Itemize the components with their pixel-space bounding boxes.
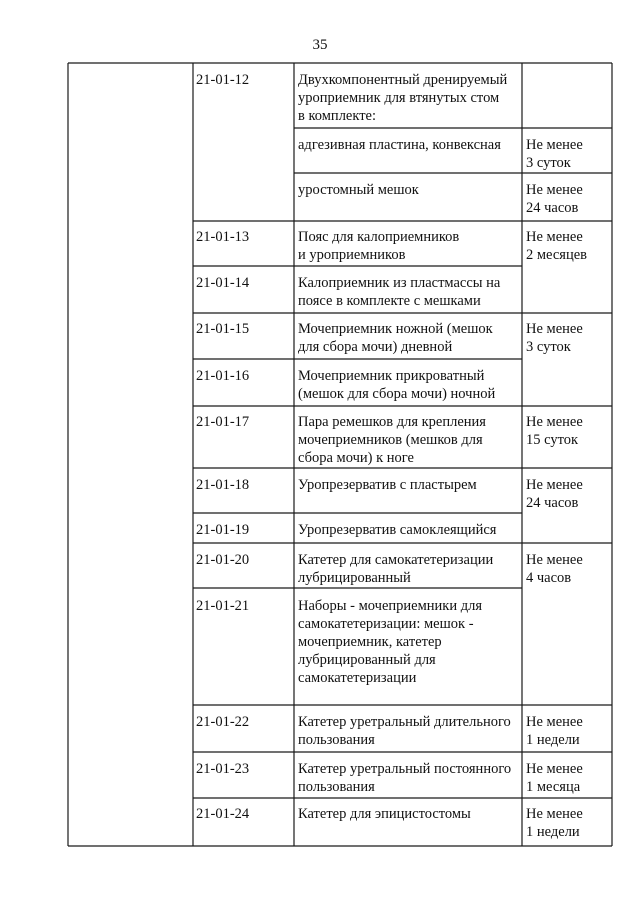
item-term-line: Не менее	[526, 552, 583, 568]
item-term	[524, 805, 583, 841]
item-code-line: 21-01-13	[196, 229, 250, 245]
item-name	[296, 367, 495, 403]
item-name-line: адгезивная пластина, конвексная	[298, 137, 501, 153]
item-name-line: Катетер для самокатетеризации	[298, 552, 494, 568]
item-term	[524, 551, 583, 587]
item-name	[296, 136, 501, 154]
item-name-line: Наборы - мочеприемники для	[298, 598, 482, 614]
item-name-line: Уропрезерватив самоклеящийся	[298, 522, 497, 538]
item-name-line: Пояс для калоприемников	[298, 229, 460, 245]
item-name-line: в комплекте:	[298, 108, 377, 124]
item-code	[196, 413, 249, 431]
item-term-line: Не менее	[526, 761, 583, 777]
item-term-line: Не менее	[526, 137, 583, 153]
item-name-line: уроприемник для втянутых стом	[298, 90, 500, 106]
item-term-line: 2 месяцев	[526, 247, 587, 263]
item-name-line: лубрицированный для	[298, 652, 436, 668]
item-code	[196, 71, 249, 89]
item-code-line: 21-01-20	[196, 552, 250, 568]
item-term	[524, 760, 583, 796]
item-code-line: 21-01-23	[196, 761, 250, 777]
item-code-line: 21-01-22	[196, 714, 250, 730]
item-name-line: Катетер уретральный постоянного	[298, 761, 512, 777]
item-name-line: для сбора мочи) дневной	[298, 339, 453, 355]
item-term	[524, 228, 587, 264]
item-name	[296, 228, 459, 264]
item-term-line: Не менее	[526, 182, 583, 198]
item-name-line: Мочеприемник ножной (мешок	[298, 321, 493, 337]
item-term	[524, 136, 583, 172]
item-term-line: 1 месяца	[526, 779, 581, 795]
item-term-line: 4 часов	[526, 570, 572, 586]
item-name-line: поясе в комплекте с мешками	[298, 293, 481, 309]
item-code-line: 21-01-16	[196, 368, 250, 384]
item-name-line: (мешок для сбора мочи) ночной	[298, 386, 496, 402]
item-term-line: 15 суток	[526, 432, 579, 448]
item-term	[524, 320, 583, 356]
item-name-line: сбора мочи) к ноге	[298, 450, 414, 466]
item-term-line: Не менее	[526, 714, 583, 730]
item-name	[296, 476, 477, 494]
item-code-line: 21-01-15	[196, 321, 250, 337]
item-term	[524, 413, 583, 449]
item-name-line: Пара ремешков для крепления	[298, 414, 486, 430]
item-code	[196, 228, 249, 246]
item-name-line: мочеприемников (мешков для	[298, 432, 483, 448]
item-term-line: 1 недели	[526, 824, 580, 840]
item-code	[196, 760, 249, 778]
item-code	[196, 367, 249, 385]
item-name	[296, 805, 471, 823]
item-name-line: самокатетеризации	[298, 670, 417, 686]
item-term	[524, 476, 583, 512]
item-term-line: Не менее	[526, 229, 583, 245]
item-code	[196, 597, 249, 615]
item-name	[296, 760, 511, 796]
item-term	[524, 181, 583, 217]
item-term-line: Не менее	[526, 806, 583, 822]
item-name	[296, 71, 507, 125]
item-term-line: Не менее	[526, 477, 583, 493]
item-code-line: 21-01-21	[196, 598, 250, 614]
item-code	[196, 274, 249, 292]
item-code	[196, 521, 249, 539]
item-name	[296, 413, 486, 467]
item-code	[196, 320, 249, 338]
item-term	[524, 713, 583, 749]
item-code-line: 21-01-19	[196, 522, 250, 538]
item-code	[196, 713, 249, 731]
item-name	[296, 713, 511, 749]
item-code-line: 21-01-12	[196, 72, 250, 88]
item-name	[296, 274, 500, 310]
item-code-line: 21-01-14	[196, 275, 250, 291]
item-name-line: мочеприемник, катетер	[298, 634, 442, 650]
item-name-line: Уропрезерватив с пластырем	[298, 477, 477, 493]
item-name-line: пользования	[298, 779, 375, 795]
item-name-line: и уроприемников	[298, 247, 406, 263]
page-number: 35	[312, 37, 328, 53]
item-name-line: Двухкомпонентный дренируемый	[298, 72, 508, 88]
item-name-line: лубрицированный	[298, 570, 411, 586]
item-name-line: Катетер для эпицистостомы	[298, 806, 471, 822]
item-code	[196, 476, 249, 494]
item-name	[296, 181, 419, 199]
item-name-line: уростомный мешок	[298, 182, 419, 198]
item-name-line: Калоприемник из пластмассы на	[298, 275, 501, 291]
item-name-line: самокатетеризации: мешок -	[298, 616, 474, 632]
item-code-line: 21-01-18	[196, 477, 250, 493]
item-name-line: Катетер уретральный длительного	[298, 714, 511, 730]
item-term-line: 1 недели	[526, 732, 580, 748]
item-name-line: пользования	[298, 732, 375, 748]
item-code	[196, 805, 249, 823]
item-code-line: 21-01-24	[196, 806, 250, 822]
item-name	[296, 320, 493, 356]
item-term-line: 3 суток	[526, 339, 571, 355]
item-term-line: 24 часов	[526, 495, 579, 511]
item-term-line: Не менее	[526, 321, 583, 337]
item-code-line: 21-01-17	[196, 414, 250, 430]
item-term-line: 3 суток	[526, 155, 571, 171]
item-name	[296, 551, 493, 587]
item-term-line: 24 часов	[526, 200, 579, 216]
item-code	[196, 551, 249, 569]
item-name-line: Мочеприемник прикроватный	[298, 368, 485, 384]
item-name	[296, 597, 482, 687]
item-term-line: Не менее	[526, 414, 583, 430]
item-name	[296, 521, 496, 539]
